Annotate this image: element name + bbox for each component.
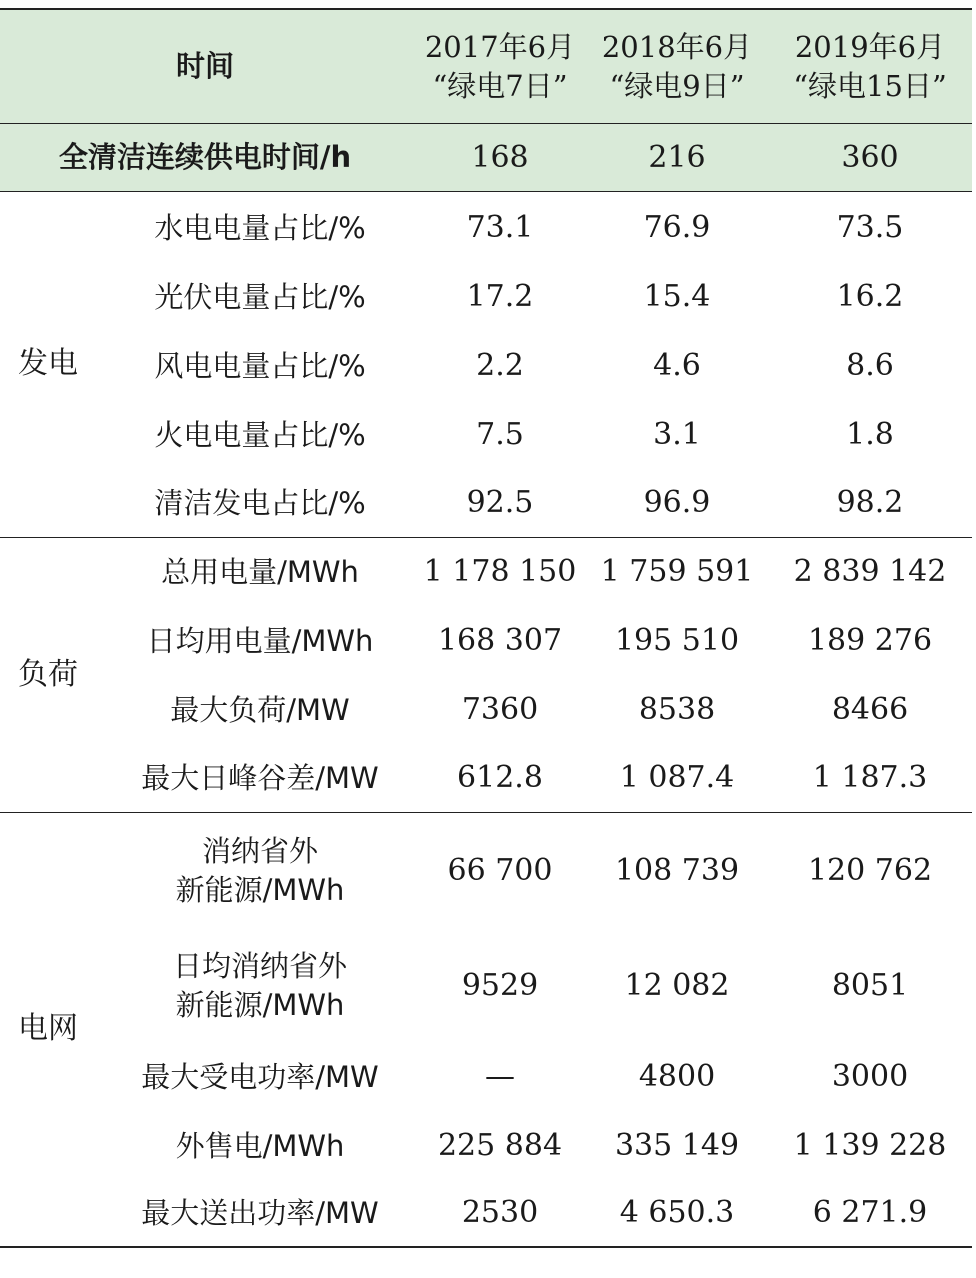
- header-col-2017-date: 2017年6月: [424, 29, 576, 64]
- cell-daily-consumption-2019: 189 276: [807, 623, 933, 659]
- cell-total-consumption-2018: 1 759 591: [600, 554, 754, 590]
- cell-external-renewable-2019: 120 762: [807, 852, 933, 888]
- cell-solar-2018: 15.4: [643, 279, 711, 315]
- cell-thermal-2019: 1.8: [846, 417, 894, 453]
- cell-hydro-2019: 73.5: [836, 210, 904, 246]
- header-col-2019: [770, 10, 970, 124]
- cell-solar-2017: 17.2: [466, 279, 534, 315]
- cell-clean-2017: 92.5: [466, 485, 534, 521]
- group-label-generation: 发电: [18, 346, 78, 382]
- row-label-max-import: 最大受电功率/MW: [141, 1059, 379, 1094]
- cell-hydro-2018: 76.9: [643, 210, 711, 246]
- cell-daily-external-renewable-2017: 9529: [461, 967, 539, 1003]
- summary-value-2019: 360: [841, 139, 899, 175]
- row-label-max-load: 最大负荷/MW: [170, 692, 350, 727]
- header-col-2018-date: 2018年6月: [601, 29, 753, 64]
- summary-value-2017: 168: [471, 139, 529, 175]
- cell-hydro-2017: 73.1: [466, 210, 534, 246]
- rule-bottom: [0, 1246, 972, 1248]
- cell-clean-2019: 98.2: [836, 485, 904, 521]
- cell-max-import-2017: —: [485, 1059, 515, 1095]
- header-col-2018: [588, 10, 766, 124]
- row-label-hydro: 水电电量占比/%: [154, 210, 366, 245]
- cell-max-import-2019: 3000: [831, 1059, 909, 1095]
- row-label-wind: 风电电量占比/%: [154, 348, 366, 383]
- row-label-total-consumption: 总用电量/MWh: [161, 554, 359, 589]
- group-label-load: 负荷: [18, 656, 78, 692]
- cell-clean-2018: 96.9: [643, 485, 711, 521]
- cell-total-consumption-2019: 2 839 142: [793, 554, 947, 590]
- rule-load: [0, 812, 972, 813]
- row-label-thermal: 火电电量占比/%: [154, 417, 366, 452]
- row-label-clean: 清洁发电占比/%: [154, 485, 366, 520]
- row-label-external-renewable-line1: 消纳省外: [201, 833, 318, 868]
- header-col-2019-name: “绿电15日”: [793, 69, 947, 103]
- cell-max-export-2019: 6 271.9: [812, 1195, 928, 1231]
- header-col-2017-name: “绿电7日”: [432, 69, 568, 103]
- cell-daily-external-renewable-2019: 8051: [831, 967, 909, 1003]
- cell-thermal-2017: 7.5: [476, 417, 524, 453]
- row-label-peak-valley: 最大日峰谷差/MW: [141, 760, 379, 795]
- row-label-max-export: 最大送出功率/MW: [141, 1195, 379, 1230]
- cell-export-sales-2019: 1 139 228: [793, 1128, 947, 1164]
- cell-max-import-2018: 4800: [638, 1059, 716, 1095]
- cell-peak-valley-2019: 1 187.3: [812, 760, 928, 796]
- cell-solar-2019: 16.2: [836, 279, 904, 315]
- cell-export-sales-2018: 335 149: [614, 1128, 740, 1164]
- cell-daily-consumption-2017: 168 307: [437, 623, 563, 659]
- row-label-daily-external-renewable-line2: 新能源/MWh: [175, 988, 345, 1022]
- cell-daily-consumption-2018: 195 510: [614, 623, 740, 659]
- cell-external-renewable-2017: 66 700: [447, 852, 553, 888]
- cell-max-load-2019: 8466: [831, 692, 909, 728]
- header-time: 时间: [175, 49, 234, 84]
- cell-max-load-2017: 7360: [461, 692, 539, 728]
- row-label-solar: 光伏电量占比/%: [154, 279, 366, 314]
- header-col-2017: [410, 10, 590, 124]
- cell-peak-valley-2018: 1 087.4: [619, 760, 735, 796]
- cell-max-export-2018: 4 650.3: [619, 1195, 735, 1231]
- cell-thermal-2018: 3.1: [653, 417, 701, 453]
- row-label-daily-external-renewable: [110, 930, 410, 1042]
- cell-daily-external-renewable-2018: 12 082: [624, 967, 730, 1003]
- row-label-external-renewable: [110, 815, 410, 927]
- cell-max-load-2018: 8538: [638, 692, 716, 728]
- cell-wind-2019: 8.6: [846, 348, 894, 384]
- summary-value-2018: 216: [648, 139, 706, 175]
- cell-wind-2017: 2.2: [476, 348, 524, 384]
- cell-external-renewable-2018: 108 739: [614, 852, 740, 888]
- cell-peak-valley-2017: 612.8: [457, 760, 543, 796]
- cell-export-sales-2017: 225 884: [437, 1128, 563, 1164]
- header-col-2018-name: “绿电9日”: [609, 69, 745, 103]
- cell-wind-2018: 4.6: [653, 348, 701, 384]
- row-label-daily-consumption: 日均用电量/MWh: [146, 623, 374, 658]
- row-label-daily-external-renewable-line1: 日均消纳省外: [172, 948, 347, 983]
- cell-max-export-2017: 2530: [461, 1195, 539, 1231]
- row-label-export-sales: 外售电/MWh: [175, 1128, 345, 1163]
- group-label-grid: 电网: [18, 1011, 78, 1047]
- row-label-external-renewable-line2: 新能源/MWh: [175, 873, 345, 907]
- header-col-2019-date: 2019年6月: [794, 29, 946, 64]
- summary-label: 全清洁连续供电时间/h: [58, 140, 352, 175]
- cell-total-consumption-2017: 1 178 150: [423, 554, 577, 590]
